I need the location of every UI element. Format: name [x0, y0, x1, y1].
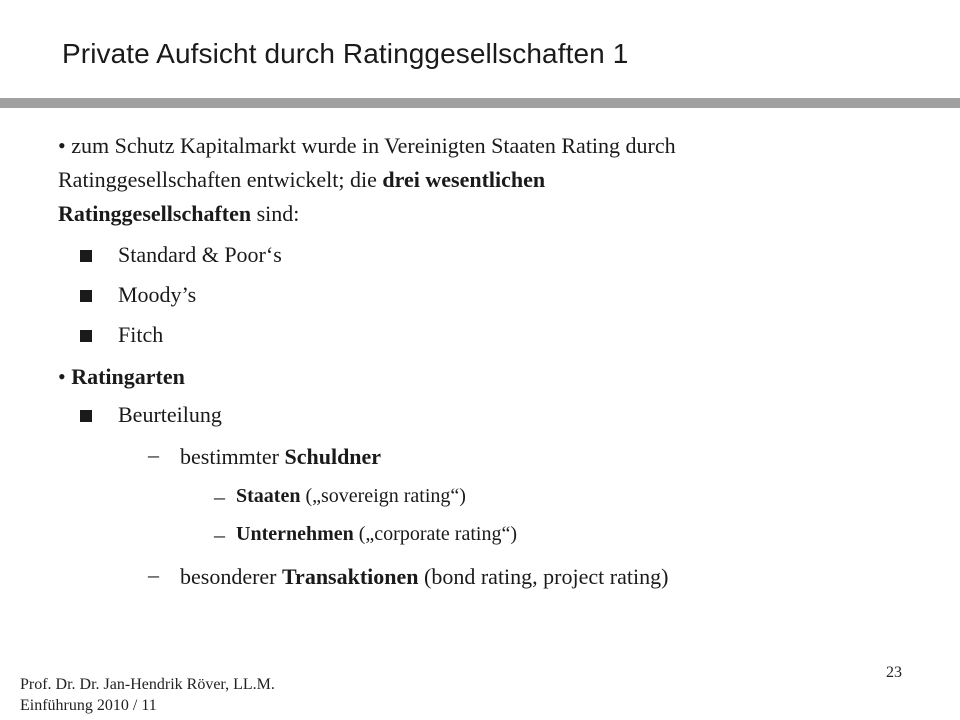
types-heading: Ratingarten [71, 364, 185, 389]
intro-text-1: zum Schutz Kapitalmarkt wurde in Vereinigten Staaten Rating durch [71, 133, 676, 158]
square-bullet-icon [80, 330, 92, 342]
intro-line-3 [58, 201, 299, 227]
corp-text: („corporate rating“) [353, 523, 517, 545]
states-text: („sovereign rating“) [300, 485, 466, 507]
dash-icon: – [214, 484, 225, 509]
intro-text-3: sind: [251, 201, 300, 226]
intro-bullet: • [58, 133, 66, 158]
intro-bold-3: Ratinggesellschaften [58, 201, 252, 226]
trans-text-2: (bond rating, project rating) [418, 564, 669, 589]
footer-course: Einführung 2010 / 11 [20, 697, 157, 714]
agency-item: Fitch [118, 322, 164, 347]
trans-text-1: besonderer [180, 564, 283, 589]
slide-title: Private Aufsicht durch Ratinggesellschaften 1 [62, 38, 629, 69]
corp-bold: Unternehmen [236, 523, 354, 545]
square-bullet-icon [80, 410, 92, 422]
square-bullet-icon [80, 290, 92, 302]
agency-item: Moody’s [118, 282, 197, 307]
trans-bold: Transaktionen [282, 564, 419, 589]
states-bold: Staaten [236, 485, 301, 507]
footer-author: Prof. Dr. Dr. Jan-Hendrik Röver, LL.M. [20, 676, 275, 693]
corp-line [236, 523, 517, 546]
dash-icon: – [214, 522, 225, 547]
footer-author-block [20, 674, 275, 716]
states-line [236, 485, 466, 508]
types-sub: Beurteilung [118, 402, 222, 427]
types-bullet: • [58, 364, 66, 389]
square-bullet-icon [80, 250, 92, 262]
intro-line-2 [58, 167, 545, 193]
page-number: 23 [886, 664, 902, 681]
transactions-line [180, 564, 668, 590]
agency-item: Standard & Poor‘s [118, 242, 282, 267]
debtor-bold: Schuldner [284, 444, 382, 469]
debtor-text: bestimmter [180, 444, 285, 469]
dash-icon: – [148, 442, 159, 467]
intro-line-1 [58, 133, 676, 159]
intro-bold-2: drei wesentlichen [382, 167, 546, 192]
title-divider [0, 98, 960, 108]
types-heading-line [58, 364, 185, 390]
intro-text-2: Ratinggesellschaften entwickelt; die [58, 167, 383, 192]
dash-icon: – [148, 562, 159, 587]
debtor-line [180, 444, 381, 470]
